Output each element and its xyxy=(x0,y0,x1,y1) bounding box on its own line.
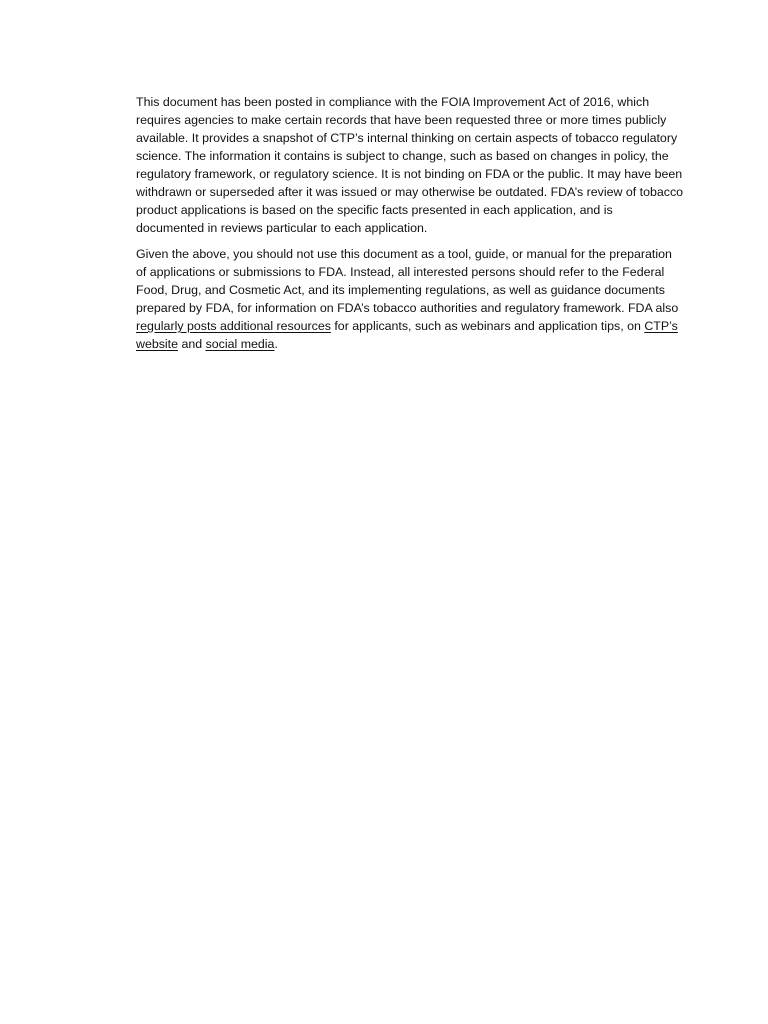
additional-resources-link[interactable]: regularly posts additional resources xyxy=(136,319,331,333)
document-body xyxy=(136,93,684,361)
guidance-text-c: and xyxy=(178,337,206,351)
guidance-text-a: Given the above, you should not use this document as a tool, guide, or manual for the preparation of applications or submissions to FDA. Instead, all interested persons should refer to the Federal Food, Drug, and Cosmetic Act, and its implementing regulations, as well as guidance documents prepared by FDA, for information on FDA’s tobacco authorities and regulatory framework. FDA also xyxy=(136,247,679,315)
ctp-website-link[interactable]: CTP’s website xyxy=(136,319,678,351)
usage-guidance-paragraph xyxy=(136,245,684,353)
guidance-text-d: . xyxy=(274,337,278,351)
social-media-link[interactable]: social media xyxy=(205,337,275,351)
guidance-text-b: for applicants, such as webinars and application tips, on xyxy=(330,319,645,333)
foia-notice-paragraph: This document has been posted in compliance with the FOIA Improvement Act of 2016, which requires agencies to make certain records that have been requested three or more times publicly available. It provides a snapshot of CTP’s internal thinking on certain aspects of tobacco regulatory science. The information it contains is subject to change, such as based on changes in policy, the regulatory framework, or regulatory science. It is not binding on FDA or the public. It may have been withdrawn or superseded after it was issued or may otherwise be outdated. FDA’s review of tobacco product applications is based on the specific facts presented in each application, and is documented in reviews particular to each application. xyxy=(136,95,684,235)
